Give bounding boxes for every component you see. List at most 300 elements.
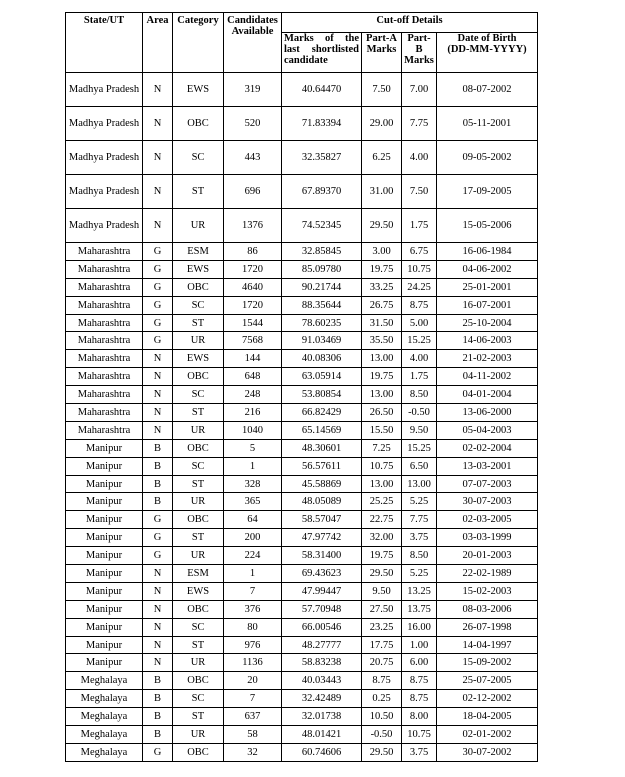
cell-dob: 14-04-1997 [437,636,538,654]
table-row [66,107,538,141]
cell-state: Madhya Pradesh [66,141,143,175]
table-row [66,457,538,475]
cell-marks: 45.58869 [282,475,362,493]
cell-category: ST [173,475,224,493]
cell-category: SC [173,457,224,475]
cell-area: N [143,141,173,175]
cell-part-a: 20.75 [362,654,402,672]
cell-dob: 02-12-2002 [437,690,538,708]
cell-area: N [143,565,173,583]
table-row [66,439,538,457]
cell-marks: 66.82429 [282,404,362,422]
cell-marks: 47.99447 [282,582,362,600]
table-row [66,73,538,107]
cell-part-b: 13.25 [402,582,437,600]
cell-state: Meghalaya [66,672,143,690]
cell-area: B [143,475,173,493]
cell-category: ST [173,175,224,209]
cell-part-a: 23.25 [362,618,402,636]
cell-dob: 16-07-2001 [437,296,538,314]
table-row [66,493,538,511]
table-row [66,618,538,636]
cell-part-a: 29.50 [362,743,402,761]
cell-category: OBC [173,743,224,761]
header-dob-format: (DD-MM-YYYY) [447,44,527,55]
cell-part-a: 7.25 [362,439,402,457]
cell-state: Manipur [66,618,143,636]
cell-marks: 88.35644 [282,296,362,314]
cell-part-b: 15.25 [402,439,437,457]
cell-marks: 48.01421 [282,726,362,744]
cell-category: ST [173,404,224,422]
cell-part-a: 7.50 [362,73,402,107]
cell-area: G [143,243,173,261]
cell-part-b: -0.50 [402,404,437,422]
table-row [66,243,538,261]
cell-state: Manipur [66,654,143,672]
cell-marks: 58.31400 [282,547,362,565]
cell-area: B [143,672,173,690]
cell-part-a: 6.25 [362,141,402,175]
table-row [66,350,538,368]
cell-part-a: 17.75 [362,636,402,654]
cell-area: N [143,73,173,107]
cell-category: UR [173,421,224,439]
cell-category: OBC [173,439,224,457]
cell-part-a: 26.75 [362,296,402,314]
table-row [66,332,538,350]
cell-part-a: 10.50 [362,708,402,726]
cell-part-a: -0.50 [362,726,402,744]
cell-candidates: 1720 [224,296,282,314]
cell-part-b: 15.25 [402,332,437,350]
cell-area: B [143,439,173,457]
cell-candidates: 7 [224,582,282,600]
cell-candidates: 80 [224,618,282,636]
cell-state: Maharashtra [66,350,143,368]
cell-candidates: 32 [224,743,282,761]
cell-part-b: 24.25 [402,278,437,296]
cell-state: Maharashtra [66,386,143,404]
cell-state: Madhya Pradesh [66,175,143,209]
cell-candidates: 200 [224,529,282,547]
cell-marks: 32.01738 [282,708,362,726]
cell-category: SC [173,296,224,314]
cell-part-b: 7.75 [402,107,437,141]
cell-category: UR [173,209,224,243]
header-cutoff: Cut-off Details [282,13,538,33]
cell-area: G [143,529,173,547]
cell-candidates: 696 [224,175,282,209]
cell-marks: 48.30601 [282,439,362,457]
cell-part-b: 1.75 [402,209,437,243]
cell-area: N [143,107,173,141]
cell-candidates: 1 [224,457,282,475]
cell-state: Manipur [66,511,143,529]
cell-candidates: 1040 [224,421,282,439]
cell-candidates: 7 [224,690,282,708]
cell-part-b: 8.50 [402,547,437,565]
header-marks: Marks of the last shortlisted candidate [282,33,362,73]
cell-category: ST [173,636,224,654]
cell-part-a: 33.25 [362,278,402,296]
cell-candidates: 1544 [224,314,282,332]
cell-dob: 04-11-2002 [437,368,538,386]
cell-area: B [143,457,173,475]
cell-part-a: 29.00 [362,107,402,141]
table-row [66,296,538,314]
cell-part-a: 19.75 [362,260,402,278]
cell-area: N [143,209,173,243]
cell-part-a: 15.50 [362,421,402,439]
cell-state: Manipur [66,636,143,654]
cell-part-a: 19.75 [362,368,402,386]
cell-area: N [143,404,173,422]
cell-part-a: 32.00 [362,529,402,547]
table-row [66,565,538,583]
cell-part-a: 13.00 [362,386,402,404]
cell-part-a: 29.50 [362,209,402,243]
cell-area: G [143,547,173,565]
cell-part-a: 26.50 [362,404,402,422]
cell-part-b: 6.00 [402,654,437,672]
table-row [66,582,538,600]
cell-candidates: 248 [224,386,282,404]
cell-part-a: 25.25 [362,493,402,511]
cell-category: ST [173,708,224,726]
cell-part-b: 9.50 [402,421,437,439]
cell-part-b: 3.75 [402,743,437,761]
table-row [66,529,538,547]
cell-candidates: 1720 [224,260,282,278]
cell-category: OBC [173,511,224,529]
cell-dob: 16-06-1984 [437,243,538,261]
cell-dob: 25-07-2005 [437,672,538,690]
cell-part-a: 27.50 [362,600,402,618]
cell-area: G [143,511,173,529]
cell-dob: 09-05-2002 [437,141,538,175]
cell-part-a: 19.75 [362,547,402,565]
cell-part-b: 5.25 [402,493,437,511]
cell-category: OBC [173,368,224,386]
cell-area: G [143,296,173,314]
table-row [66,404,538,422]
cell-area: N [143,636,173,654]
cell-candidates: 1376 [224,209,282,243]
cell-part-b: 1.75 [402,368,437,386]
cell-category: UR [173,493,224,511]
cell-marks: 40.08306 [282,350,362,368]
cell-part-a: 31.50 [362,314,402,332]
cell-category: ST [173,529,224,547]
cell-part-b: 8.75 [402,296,437,314]
cell-marks: 90.21744 [282,278,362,296]
cell-area: G [143,260,173,278]
cell-part-a: 13.00 [362,350,402,368]
cell-state: Manipur [66,439,143,457]
cell-part-b: 8.00 [402,708,437,726]
cell-candidates: 520 [224,107,282,141]
cell-part-a: 10.75 [362,457,402,475]
cell-part-b: 5.00 [402,314,437,332]
cell-marks: 66.00546 [282,618,362,636]
cell-category: EWS [173,350,224,368]
cell-candidates: 224 [224,547,282,565]
cell-area: N [143,175,173,209]
cell-marks: 58.57047 [282,511,362,529]
header-partb: Part-B Marks [402,33,437,73]
cell-part-b: 13.75 [402,600,437,618]
cell-area: B [143,726,173,744]
cell-dob: 15-09-2002 [437,654,538,672]
cell-state: Maharashtra [66,368,143,386]
cell-part-b: 4.00 [402,350,437,368]
cell-part-b: 6.50 [402,457,437,475]
table-row [66,726,538,744]
cell-area: N [143,368,173,386]
cell-marks: 69.43623 [282,565,362,583]
cell-state: Meghalaya [66,690,143,708]
cell-part-a: 0.25 [362,690,402,708]
cell-state: Maharashtra [66,404,143,422]
cell-category: OBC [173,600,224,618]
cell-part-a: 8.75 [362,672,402,690]
cell-area: N [143,386,173,404]
cell-dob: 05-04-2003 [437,421,538,439]
cell-dob: 30-07-2002 [437,743,538,761]
header-category: Category [173,13,224,73]
table-row [66,636,538,654]
cell-dob: 08-03-2006 [437,600,538,618]
cell-part-b: 4.00 [402,141,437,175]
cell-state: Meghalaya [66,708,143,726]
cell-category: OBC [173,672,224,690]
cell-part-a: 35.50 [362,332,402,350]
table-row [66,209,538,243]
cell-area: B [143,493,173,511]
cell-candidates: 86 [224,243,282,261]
table-row [66,475,538,493]
cell-state: Maharashtra [66,421,143,439]
cell-part-a: 3.00 [362,243,402,261]
cell-marks: 40.64470 [282,73,362,107]
cell-dob: 30-07-2003 [437,493,538,511]
cell-dob: 14-06-2003 [437,332,538,350]
cell-area: B [143,690,173,708]
cell-marks: 74.52345 [282,209,362,243]
cell-marks: 91.03469 [282,332,362,350]
cell-category: OBC [173,107,224,141]
cell-category: EWS [173,582,224,600]
cell-dob: 22-02-1989 [437,565,538,583]
cell-marks: 85.09780 [282,260,362,278]
cell-marks: 48.05089 [282,493,362,511]
cell-marks: 67.89370 [282,175,362,209]
cell-dob: 04-01-2004 [437,386,538,404]
table-row [66,260,538,278]
cell-state: Maharashtra [66,314,143,332]
cell-part-a: 13.00 [362,475,402,493]
cell-area: N [143,654,173,672]
cell-category: UR [173,547,224,565]
cell-area: N [143,582,173,600]
cell-dob: 04-06-2002 [437,260,538,278]
table-body [66,73,538,762]
header-dob-label: Date of Birth [457,33,517,44]
header-dob [437,33,538,73]
cell-state: Meghalaya [66,743,143,761]
table-row [66,690,538,708]
cell-marks: 32.85845 [282,243,362,261]
cell-part-b: 7.75 [402,511,437,529]
cell-candidates: 1136 [224,654,282,672]
cell-state: Manipur [66,529,143,547]
cell-category: UR [173,726,224,744]
cell-dob: 08-07-2002 [437,73,538,107]
cell-marks: 47.97742 [282,529,362,547]
table-row [66,654,538,672]
cell-marks: 32.35827 [282,141,362,175]
cell-area: G [143,314,173,332]
cell-state: Manipur [66,547,143,565]
cell-dob: 25-10-2004 [437,314,538,332]
cell-state: Madhya Pradesh [66,209,143,243]
cell-part-b: 8.50 [402,386,437,404]
cell-part-b: 7.50 [402,175,437,209]
cell-part-b: 13.00 [402,475,437,493]
cell-part-b: 5.25 [402,565,437,583]
table-row [66,743,538,761]
cell-area: G [143,332,173,350]
cell-state: Manipur [66,475,143,493]
cell-candidates: 64 [224,511,282,529]
table-row [66,314,538,332]
cell-area: N [143,618,173,636]
table-row [66,672,538,690]
cell-dob: 26-07-1998 [437,618,538,636]
cell-dob: 18-04-2005 [437,708,538,726]
cell-state: Manipur [66,582,143,600]
cell-dob: 15-02-2003 [437,582,538,600]
table-row [66,547,538,565]
table-row [66,511,538,529]
cell-category: SC [173,386,224,404]
cell-category: SC [173,141,224,175]
cell-marks: 56.57611 [282,457,362,475]
cell-candidates: 144 [224,350,282,368]
cell-state: Manipur [66,565,143,583]
cell-part-a: 9.50 [362,582,402,600]
cell-state: Maharashtra [66,260,143,278]
table-row [66,368,538,386]
cell-candidates: 637 [224,708,282,726]
cell-state: Madhya Pradesh [66,107,143,141]
table-row [66,386,538,404]
cell-marks: 60.74606 [282,743,362,761]
cell-candidates: 5 [224,439,282,457]
cell-candidates: 319 [224,73,282,107]
cell-marks: 78.60235 [282,314,362,332]
cell-category: SC [173,618,224,636]
cell-marks: 57.70948 [282,600,362,618]
header-parta: Part-A Marks [362,33,402,73]
cell-candidates: 20 [224,672,282,690]
table-row [66,421,538,439]
cell-part-b: 16.00 [402,618,437,636]
cell-dob: 13-03-2001 [437,457,538,475]
cell-marks: 71.83394 [282,107,362,141]
cell-candidates: 216 [224,404,282,422]
table-row [66,278,538,296]
cell-area: N [143,600,173,618]
cell-candidates: 365 [224,493,282,511]
cell-state: Meghalaya [66,726,143,744]
cell-category: ESM [173,243,224,261]
cell-area: N [143,421,173,439]
cell-dob: 03-03-1999 [437,529,538,547]
cell-part-b: 8.75 [402,690,437,708]
cell-part-a: 31.00 [362,175,402,209]
cell-part-b: 6.75 [402,243,437,261]
cell-dob: 05-11-2001 [437,107,538,141]
cell-marks: 58.83238 [282,654,362,672]
cell-category: SC [173,690,224,708]
cell-state: Maharashtra [66,332,143,350]
cell-part-b: 8.75 [402,672,437,690]
cell-part-a: 29.50 [362,565,402,583]
cell-candidates: 7568 [224,332,282,350]
cell-part-b: 1.00 [402,636,437,654]
cell-dob: 17-09-2005 [437,175,538,209]
cell-dob: 13-06-2000 [437,404,538,422]
cell-part-b: 3.75 [402,529,437,547]
table-row [66,141,538,175]
cell-dob: 25-01-2001 [437,278,538,296]
cell-state: Manipur [66,457,143,475]
cell-category: ST [173,314,224,332]
cell-state: Manipur [66,493,143,511]
cell-category: OBC [173,278,224,296]
cell-marks: 53.80854 [282,386,362,404]
cell-candidates: 4640 [224,278,282,296]
cell-candidates: 328 [224,475,282,493]
cell-dob: 02-02-2004 [437,439,538,457]
cell-dob: 20-01-2003 [437,547,538,565]
cell-part-b: 10.75 [402,260,437,278]
cell-category: UR [173,332,224,350]
cell-candidates: 443 [224,141,282,175]
cell-category: EWS [173,73,224,107]
cell-dob: 07-07-2003 [437,475,538,493]
cell-candidates: 376 [224,600,282,618]
cell-candidates: 976 [224,636,282,654]
cell-state: Manipur [66,600,143,618]
header-state: State/UT [66,13,143,73]
cell-dob: 02-01-2002 [437,726,538,744]
cell-dob: 02-03-2005 [437,511,538,529]
cell-state: Maharashtra [66,243,143,261]
cell-state: Maharashtra [66,296,143,314]
table-row [66,175,538,209]
cell-dob: 21-02-2003 [437,350,538,368]
cell-category: ESM [173,565,224,583]
cell-candidates: 1 [224,565,282,583]
cell-category: EWS [173,260,224,278]
cell-part-a: 22.75 [362,511,402,529]
cell-area: N [143,350,173,368]
header-candidates: Candidates Available [224,13,282,73]
cell-marks: 65.14569 [282,421,362,439]
